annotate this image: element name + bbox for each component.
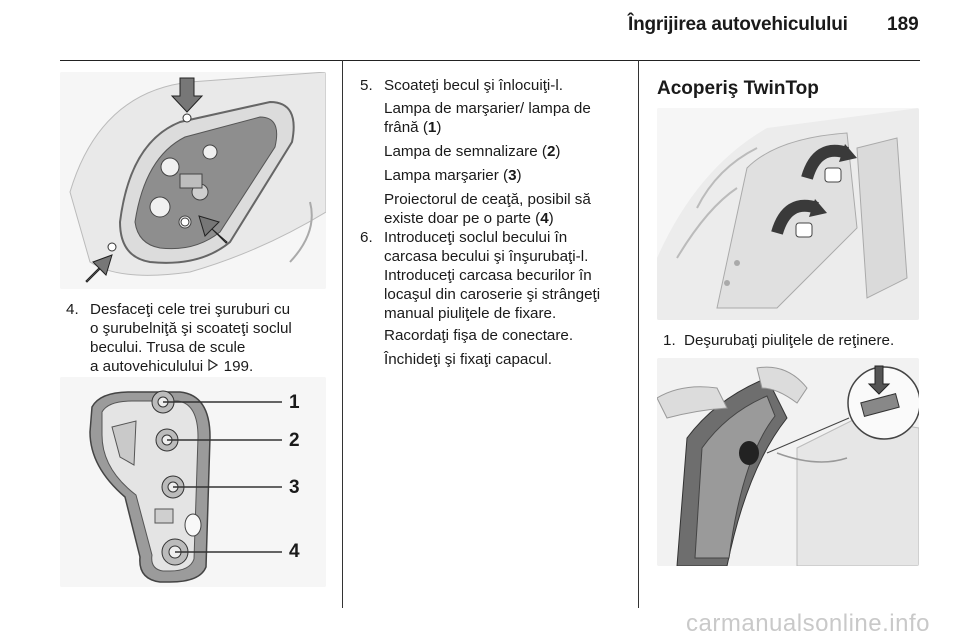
ref-number: 3 bbox=[508, 167, 517, 184]
text-line: carcasa becului şi înşurubaţi-l. bbox=[384, 248, 589, 265]
text-line: o şurubelniţă şi scoateţi soclul bbox=[90, 320, 292, 337]
column-divider-left bbox=[342, 60, 343, 608]
step-number: 5. bbox=[360, 77, 373, 94]
watermark: carmanualsonline.info bbox=[686, 610, 930, 637]
column-divider-right bbox=[638, 60, 639, 608]
figure-trunk-retaining-nuts bbox=[657, 108, 919, 320]
header-divider bbox=[60, 60, 920, 61]
text-line: Lampa de marşarier/ lampa de bbox=[384, 100, 591, 117]
ref-number: 2 bbox=[546, 143, 556, 160]
taillight-removal-illustration bbox=[657, 358, 919, 566]
callout-label-2: 2 bbox=[289, 430, 300, 451]
sub-paragraph-fog-lamp bbox=[384, 190, 591, 228]
callout-label-4: 4 bbox=[289, 541, 300, 562]
text-line: frână (1) bbox=[384, 119, 442, 136]
text-line: existe doar pe o parte (4) bbox=[384, 210, 554, 227]
section-title: Acoperiş TwinTop bbox=[657, 78, 819, 99]
text-line: Introduceţi carcasa becurilor în bbox=[384, 267, 592, 284]
paragraph-close-cover: Închideţi şi fixaţi capacul. bbox=[384, 351, 552, 368]
text-line: locaşul din caroserie şi strângeţi bbox=[384, 286, 601, 303]
arrow-reference-icon bbox=[207, 357, 219, 376]
step-number: 6. bbox=[360, 229, 373, 246]
trunk-nuts-illustration bbox=[657, 108, 919, 320]
text-line: becului. Trusa de scule bbox=[90, 339, 246, 356]
paragraph-connect-plug: Racordaţi fişa de conectare. bbox=[384, 327, 574, 344]
sub-paragraph-turn-signal: Lampa de semnalizare (2) bbox=[384, 143, 561, 160]
callout-label-1: 1 bbox=[289, 392, 300, 413]
ref-number: 1 bbox=[427, 119, 437, 136]
step-number: 1. bbox=[663, 332, 676, 349]
text-line: manual piuliţele de fixare. bbox=[384, 305, 557, 322]
sub-paragraph-brake-lamp bbox=[384, 99, 591, 137]
page-header-title: Îngrijirea autovehiculului bbox=[628, 14, 848, 35]
step-text bbox=[90, 300, 292, 376]
figure-taillight-removal bbox=[657, 358, 919, 566]
step-number: 4. bbox=[66, 301, 79, 318]
bulb-socket-illustration bbox=[60, 377, 326, 587]
page-number: 189 bbox=[887, 14, 919, 35]
step-text: Deşurubaţi piuliţele de reţinere. bbox=[684, 332, 895, 349]
page-reference[interactable]: 199. bbox=[223, 358, 254, 375]
lamp-housing-illustration bbox=[60, 72, 326, 289]
figure-lamp-housing-screws bbox=[60, 72, 326, 289]
text-line: Introduceţi soclul becului în bbox=[384, 229, 568, 246]
figure-bulb-socket bbox=[60, 377, 326, 587]
sub-paragraph-reverse-lamp: Lampa marşarier (3) bbox=[384, 167, 522, 184]
text-line: a autovehiculului bbox=[90, 358, 204, 375]
ref-number: 4 bbox=[540, 210, 549, 227]
text-line: Proiectorul de ceaţă, posibil să bbox=[384, 191, 591, 208]
step-text: Scoateţi becul şi înlocuiţi-l. bbox=[384, 77, 563, 94]
callout-label-3: 3 bbox=[289, 477, 300, 498]
text-line-with-reference bbox=[90, 357, 292, 376]
step-text bbox=[384, 228, 600, 323]
text-line: Desfaceţi cele trei şuruburi cu bbox=[90, 301, 291, 318]
